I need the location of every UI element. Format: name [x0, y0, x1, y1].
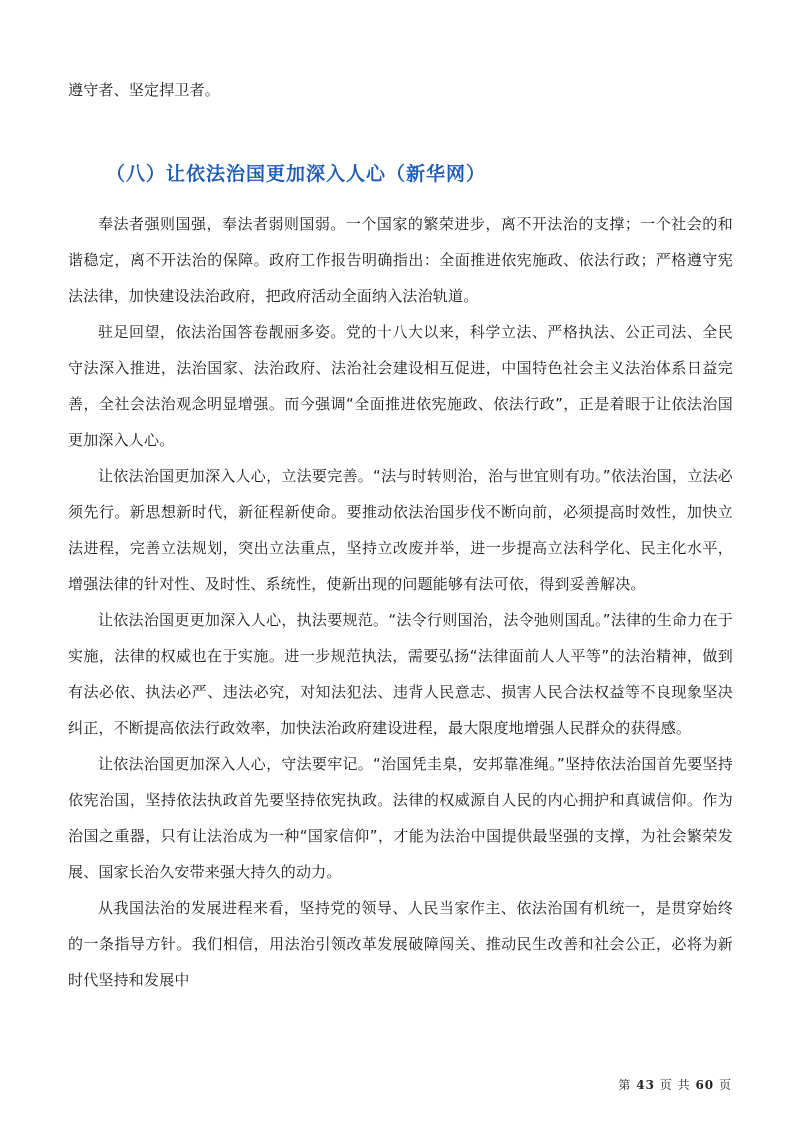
document-body — [68, 72, 733, 998]
page-mid: 页 共 — [659, 1078, 691, 1092]
page-total: 60 — [695, 1078, 715, 1092]
paragraph-6: 从我国法治的发展进程来看，坚持党的领导、人民当家作主、依法治国有机统一，是贯穿始终的一条指导方针。我们相信，用法治引领改革发展破障闯关、推动民生改善和社会公正，必将为新时代坚持和发展中 — [68, 899, 733, 989]
section-heading: （八）让依法治国更加深入人心（新华网） — [106, 163, 487, 185]
intro-line: 遵守者、坚定捍卫者。 — [68, 81, 221, 99]
page-number-footer — [618, 1076, 732, 1093]
page-suffix: 页 — [718, 1078, 732, 1092]
page-prefix: 第 — [618, 1078, 632, 1092]
page-current: 43 — [636, 1078, 655, 1092]
paragraph-5: 让依法治国更加深入人心，守法要牢记。“治国凭圭臬，安邦靠准绳。”坚持依法治国首先要坚持依宪治国，坚持依法执政首先要坚持依宪执政。法律的权威源自人民的内心拥护和真诚信仰。作为治国之重器，只有让法治成为一种“国家信仰”，才能为法治中国提供最坚强的支撑，为社会繁荣发展、国家长治久安带来强大持久的动力。 — [68, 755, 733, 881]
paragraph-3: 让依法治国更加深入人心，立法要完善。“法与时转则治，治与世宜则有功。”依法治国，立法必须先行。新思想新时代，新征程新使命。要推动依法治国步伐不断向前，必须提高时效性，加快立法进程，完善立法规划，突出立法重点，坚持立改废并举，进一步提高立法科学化、民主化水平，增强法律的针对性、及时性、系统性，使新出现的问题能够有法可依，得到妥善解决。 — [68, 467, 733, 593]
paragraph-2: 驻足回望，依法治国答卷靓丽多姿。党的十八大以来，科学立法、严格执法、公正司法、全民守法深入推进，法治国家、法治政府、法治社会建设相互促进，中国特色社会主义法治体系日益完善，全社会法治观念明显增强。而今强调“全面推进依宪施政、依法行政”，正是着眼于让依法治国更加深入人心。 — [68, 323, 733, 449]
paragraph-4: 让依法治国更更加深入人心，执法要规范。“法令行则国治，法令弛则国乱。”法律的生命力在于实施，法律的权威也在于实施。进一步规范执法，需要弘扬“法律面前人人平等”的法治精神，做到有法必依、执法必严、违法必究，对知法犯法、违背人民意志、损害人民合法权益等不良现象坚决纠正，不断提高依法行政效率，加快法治政府建设进程，最大限度地增强人民群众的获得感。 — [68, 611, 733, 737]
paragraph-1: 奉法者强则国强，奉法者弱则国弱。一个国家的繁荣进步，离不开法治的支撑；一个社会的和谐稳定，离不开法治的保障。政府工作报告明确指出：全面推进依宪施政、依法行政；严格遵守宪法法律，加快建设法治政府，把政府活动全面纳入法治轨道。 — [68, 215, 733, 305]
